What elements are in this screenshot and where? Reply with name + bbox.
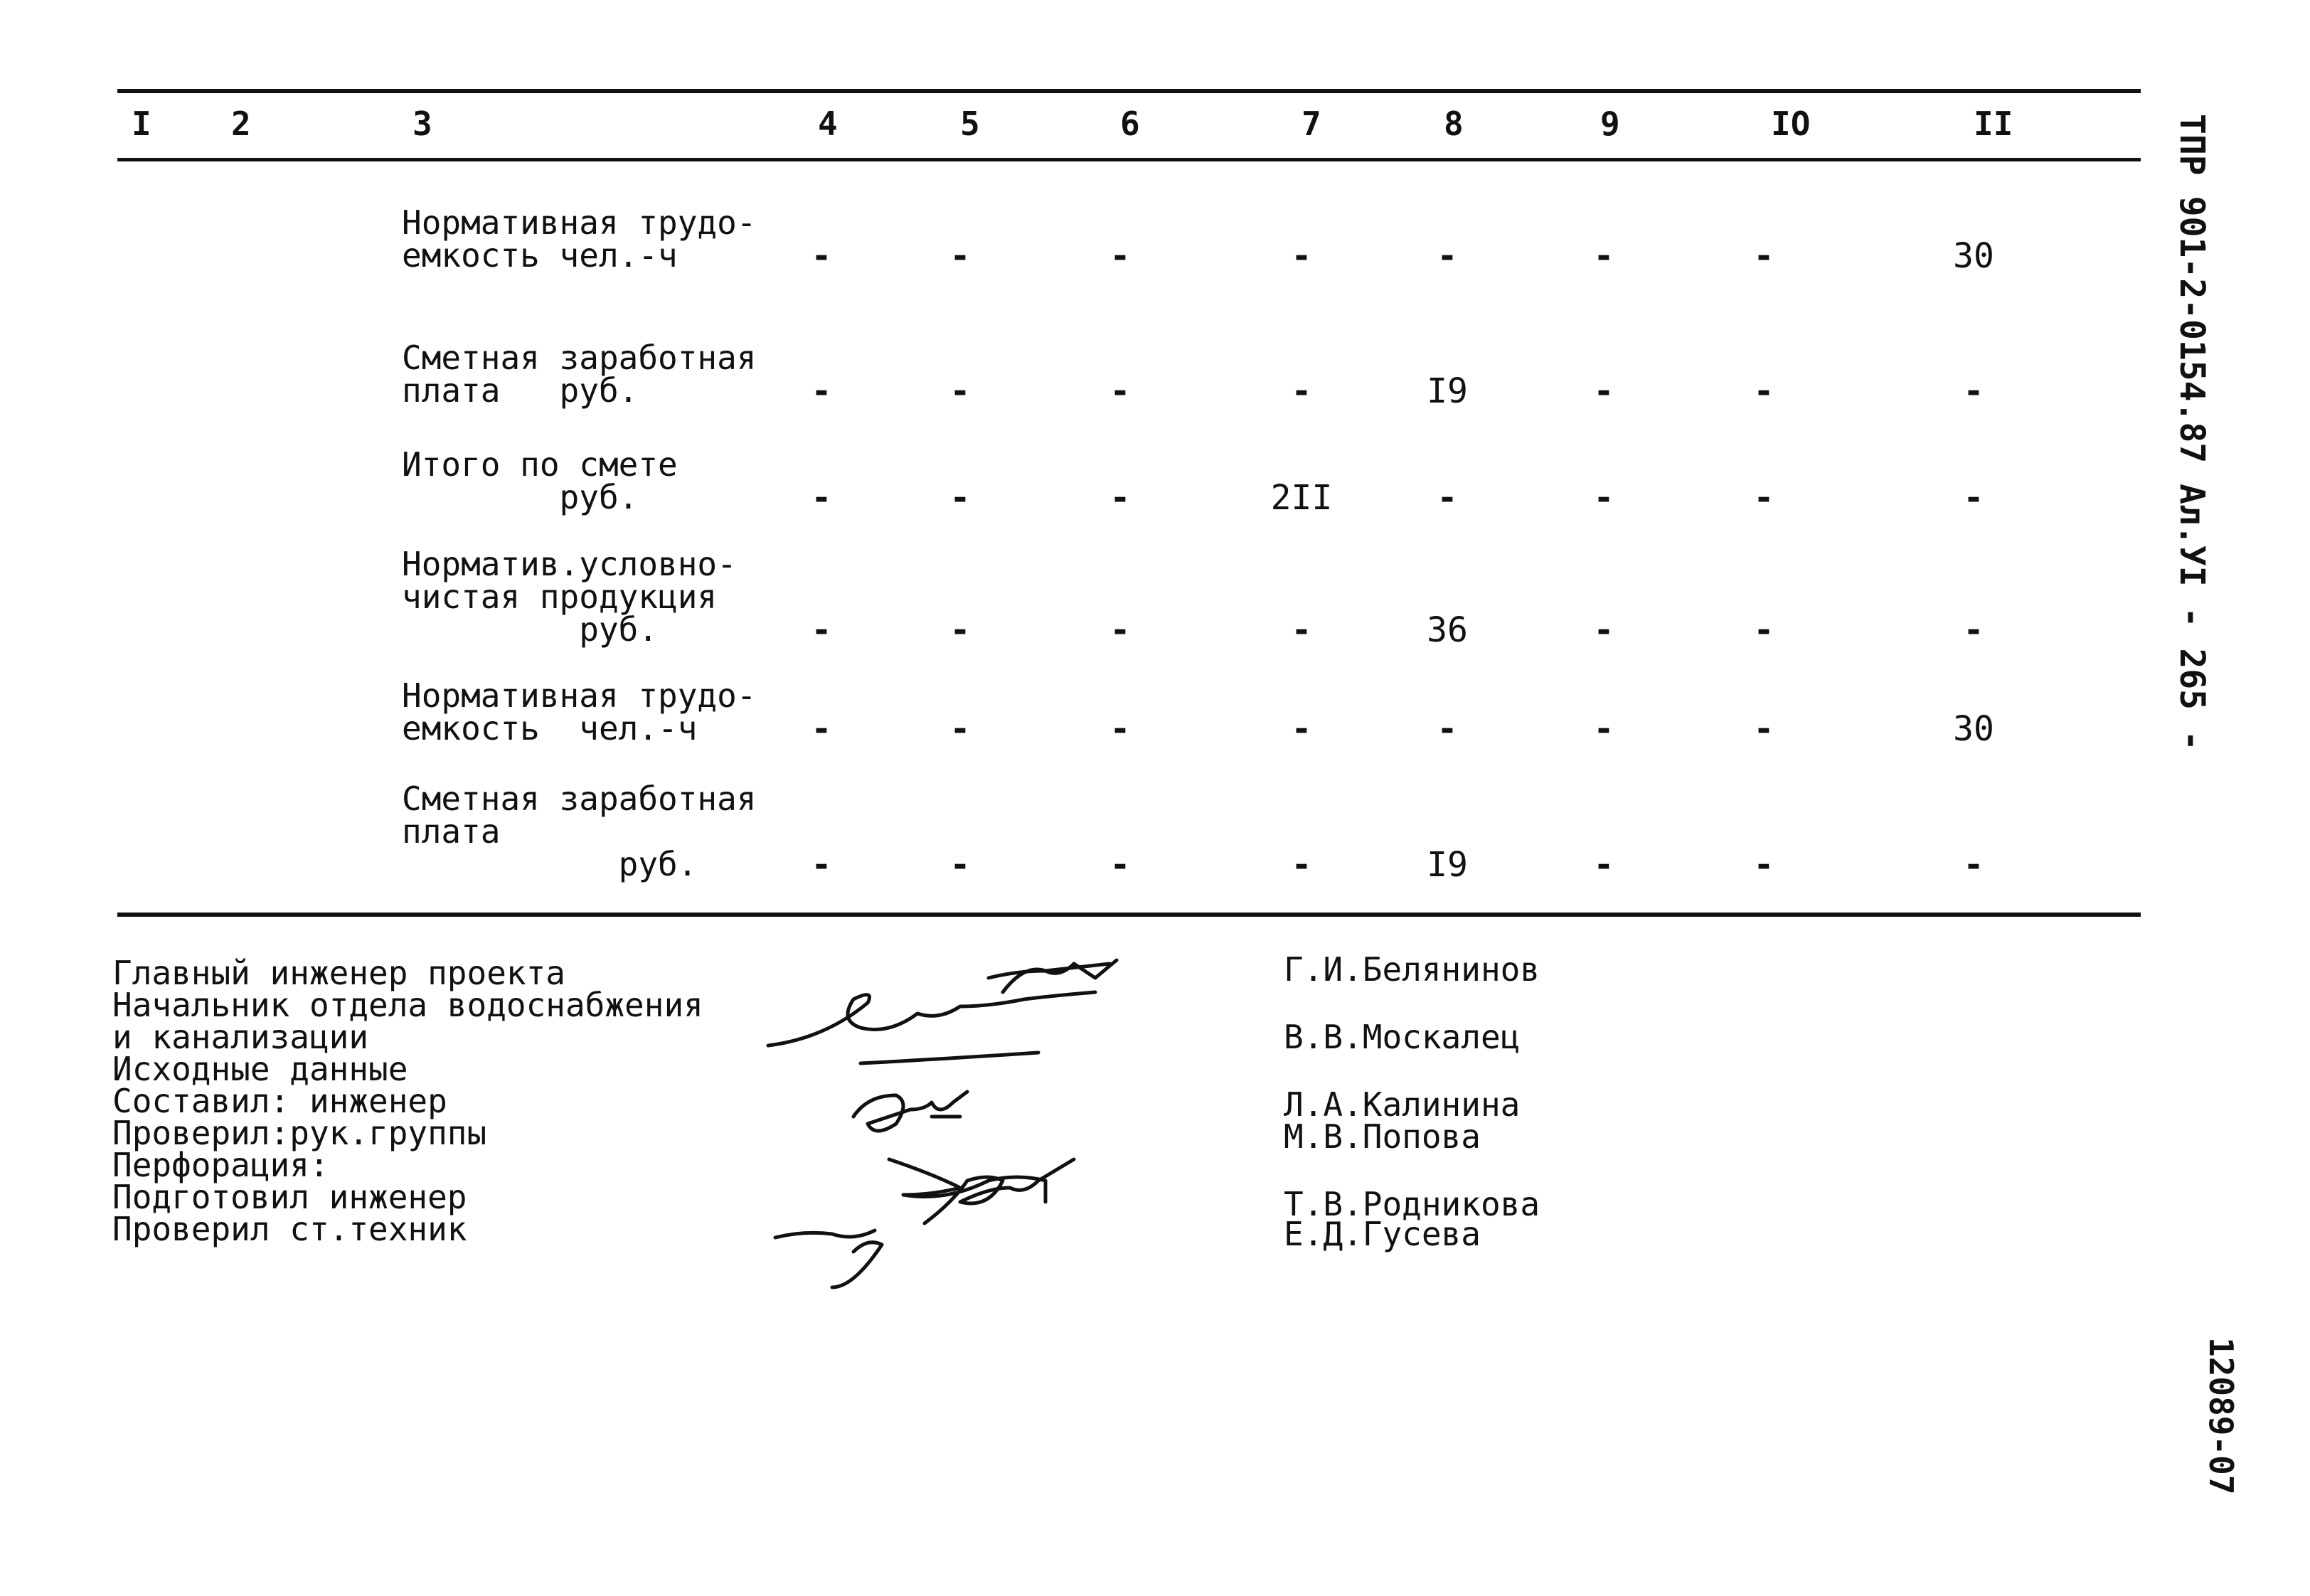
header-underline xyxy=(117,158,2141,161)
table-cell: - xyxy=(811,709,832,749)
row-label-line: плата руб. xyxy=(402,371,639,410)
row-label xyxy=(402,339,757,410)
row-label-line: Норматив.условно- xyxy=(402,545,737,583)
table-cell: - xyxy=(1109,236,1131,276)
signature-role: Проверил:рук.группы xyxy=(112,1114,487,1152)
signature-role: Составил: инженер xyxy=(112,1082,447,1120)
header-col-3: 3 xyxy=(412,105,432,143)
signature-role: Перфорация: xyxy=(112,1146,329,1184)
table-cell: - xyxy=(1963,845,1984,885)
row-label-line: чистая продукция xyxy=(402,578,718,616)
footer-code: 12089-07 xyxy=(2202,1337,2240,1495)
row-label xyxy=(402,782,757,881)
table-cell: - xyxy=(1437,236,1458,276)
table-cell: - xyxy=(811,610,832,650)
table-cell: - xyxy=(811,371,832,411)
table-cell: - xyxy=(1753,610,1774,650)
header-col-2: 2 xyxy=(231,105,251,143)
signature-name: Г.И.Белянинов xyxy=(1284,950,1540,989)
row-label-line: плата xyxy=(402,812,501,851)
table-cell: 30 xyxy=(1953,709,1994,749)
signature-name: Т.В.Родникова xyxy=(1284,1185,1540,1223)
header-col-10: IO xyxy=(1771,105,1811,143)
top-rule xyxy=(117,89,2141,93)
row-label xyxy=(402,445,678,516)
table-cell: - xyxy=(811,845,832,885)
table-cell: - xyxy=(1109,478,1131,518)
table-cell: - xyxy=(949,236,971,276)
table-cell: - xyxy=(1291,610,1312,650)
table-cell: - xyxy=(1291,709,1312,749)
table-cell: - xyxy=(1291,236,1312,276)
table-cell: - xyxy=(949,371,971,411)
table-cell: 2II xyxy=(1270,478,1333,518)
row-label-line: Итого по смете xyxy=(402,445,678,484)
header-col-11: II xyxy=(1974,105,2013,143)
table-cell: - xyxy=(1753,236,1774,276)
table-cell: - xyxy=(1753,845,1774,885)
signature-name: В.В.Москалец xyxy=(1284,1018,1521,1056)
header-col-7: 7 xyxy=(1302,105,1321,143)
table-cell: - xyxy=(949,845,971,885)
table-cell: - xyxy=(1437,478,1458,518)
row-label-line: Сметная заработная xyxy=(402,339,757,377)
signature-role: Главный инженер проекта xyxy=(112,954,565,992)
table-cell: I9 xyxy=(1427,845,1468,885)
signature-role: Исходные данные xyxy=(112,1050,408,1088)
table-cell: - xyxy=(1963,478,1984,518)
table-cell: - xyxy=(949,478,971,518)
table-cell: - xyxy=(1109,610,1131,650)
table-cell: - xyxy=(1291,371,1312,411)
table-cell: 36 xyxy=(1427,610,1468,650)
table-cell: - xyxy=(1593,236,1614,276)
table-cell: - xyxy=(1109,709,1131,749)
table-cell: - xyxy=(1593,845,1614,885)
row-label-line: емкость чел.-ч xyxy=(402,236,678,275)
signature-role: Проверил ст.техник xyxy=(112,1210,467,1248)
row-label-line: Нормативная трудо- xyxy=(402,676,757,715)
signature-name: М.В.Попова xyxy=(1284,1117,1481,1156)
table-cell: - xyxy=(1593,478,1614,518)
signature-role: и канализации xyxy=(112,1018,369,1056)
table-bottom-rule xyxy=(117,913,2141,917)
row-label xyxy=(402,676,757,748)
row-label-line: Сметная заработная xyxy=(402,780,757,818)
signature-role: Подготовил инженер xyxy=(112,1178,467,1216)
table-cell: - xyxy=(811,478,832,518)
signature-name: Е.Д.Гусева xyxy=(1284,1215,1481,1253)
handwritten-signatures xyxy=(747,939,1209,1294)
header-col-5: 5 xyxy=(960,105,980,143)
side-document-code: ТПР 901-2-0154.87 Ал.УI - 265 - xyxy=(2172,114,2212,751)
table-cell: - xyxy=(1593,610,1614,650)
table-cell: 30 xyxy=(1953,236,1994,276)
row-label-line: Нормативная трудо- xyxy=(402,203,757,242)
row-label-line: руб. xyxy=(402,478,639,516)
row-label-line: емкость чел.-ч xyxy=(402,709,698,748)
row-label xyxy=(402,203,757,275)
signature-name: Л.А.Калинина xyxy=(1284,1085,1521,1124)
table-cell: I9 xyxy=(1427,371,1468,411)
table-cell: - xyxy=(1109,371,1131,411)
table-cell: - xyxy=(811,236,832,276)
table-cell: - xyxy=(1753,371,1774,411)
table-cell: - xyxy=(1593,709,1614,749)
row-label-line: руб. xyxy=(402,845,698,883)
signature-role: Начальник отдела водоснабжения xyxy=(112,986,703,1024)
row-label-line: руб. xyxy=(402,610,659,649)
header-col-1: I xyxy=(132,105,151,143)
table-cell: - xyxy=(1963,371,1984,411)
header-col-9: 9 xyxy=(1600,105,1620,143)
table-cell: - xyxy=(1291,845,1312,885)
table-cell: - xyxy=(1593,371,1614,411)
table-cell: - xyxy=(1437,709,1458,749)
header-col-6: 6 xyxy=(1120,105,1140,143)
header-col-4: 4 xyxy=(818,105,838,143)
header-col-8: 8 xyxy=(1444,105,1464,143)
table-cell: - xyxy=(1753,478,1774,518)
table-cell: - xyxy=(1109,845,1131,885)
table-cell: - xyxy=(949,610,971,650)
row-label xyxy=(402,545,737,649)
table-cell: - xyxy=(1753,709,1774,749)
table-cell: - xyxy=(1963,610,1984,650)
table-cell: - xyxy=(949,709,971,749)
